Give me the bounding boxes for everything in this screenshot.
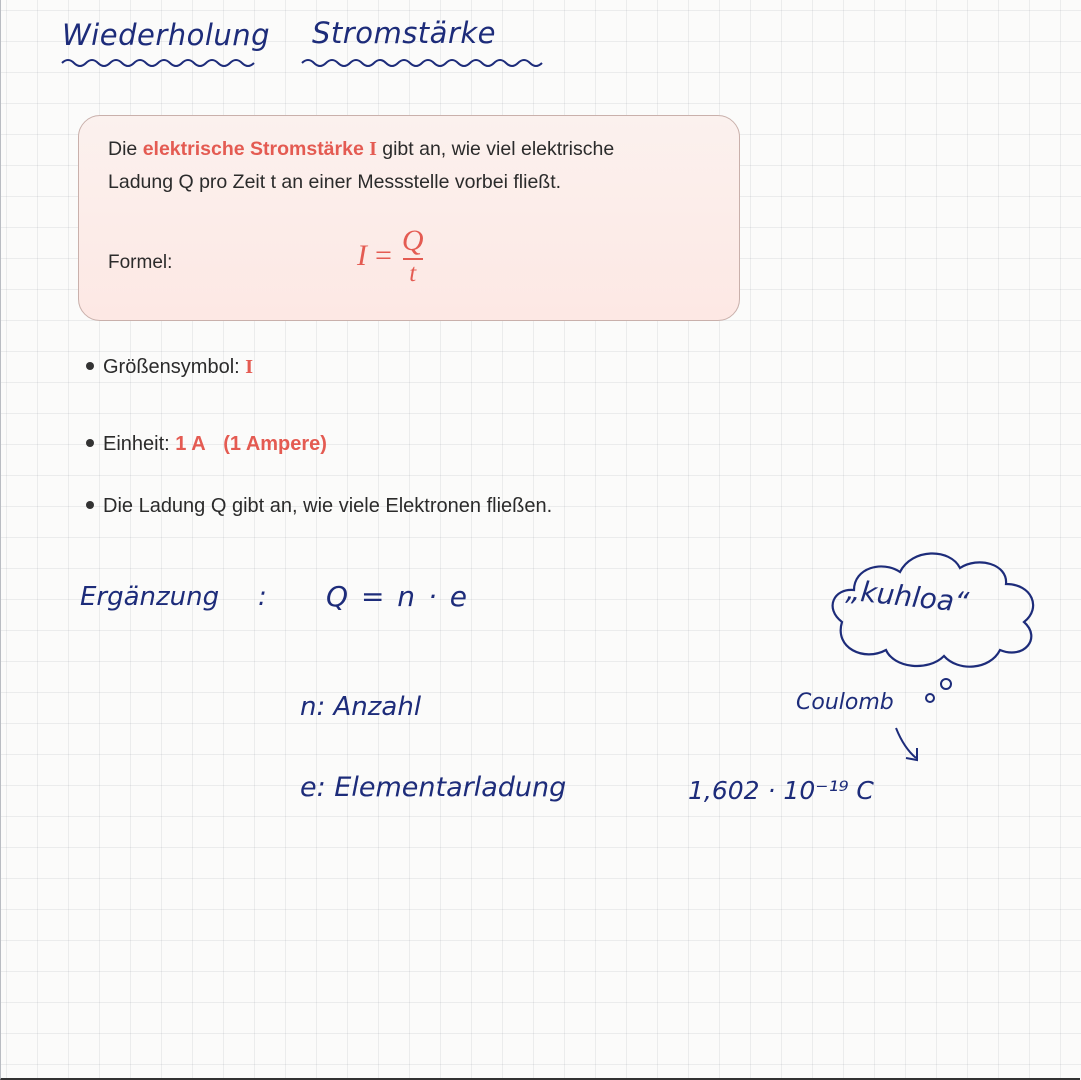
supplement-colon: : [258,582,267,612]
bullet-unit: Einheit: 1 A (1 Ampere) [86,433,327,456]
formula-equals: = [375,239,392,272]
formula [357,226,424,286]
formula-fraction [402,226,424,286]
bullet-dot [86,439,94,447]
e-definition: e: Elementarladung [300,772,567,803]
definition-symbol: I [369,139,377,160]
formula-lhs: I [357,239,367,272]
formula-numerator: Q [401,224,424,257]
heading-topic-underline [300,54,550,70]
n-definition: n: Anzahl [300,692,422,722]
heading-review: Wiederholung [62,18,271,52]
formula-denominator: t [409,260,417,287]
charge-equation: Q = n · e [326,580,469,613]
unit-name: (1 Ampere) [223,433,327,455]
arrow-down-icon [890,724,930,774]
heading-review-underline [60,54,260,70]
definition-text: Die elektrische Stromstärke I gibt an, wie viel elektrische Ladung Q pro Zeit t an einer Messstelle vorbei fließt. [108,138,615,193]
bullet-symbol: Größensymbol: I [86,356,253,379]
unit-value: 1 A [175,433,206,455]
bullet-dot [86,362,94,370]
definition-line2: Ladung Q pro Zeit t an einer Messstelle vorbei fließt. [108,171,562,193]
definition-box [78,115,740,321]
bullet-dot [86,501,94,509]
elementary-charge-value: 1,602 · 10⁻¹⁹ C [688,776,874,805]
definition-term: elektrische Stromstärke [142,138,364,160]
formula-label: Formel: [108,252,173,273]
cloud-text: „kuhloa“ [844,573,971,620]
bullet-charge: Die Ladung Q gibt an, wie viele Elektronen fließen. [86,495,552,518]
heading-topic: Stromstärke [312,16,497,50]
supplement-label: Ergänzung [80,582,220,612]
symbol-value: I [245,356,254,378]
coulomb-note: Coulomb [796,690,894,715]
